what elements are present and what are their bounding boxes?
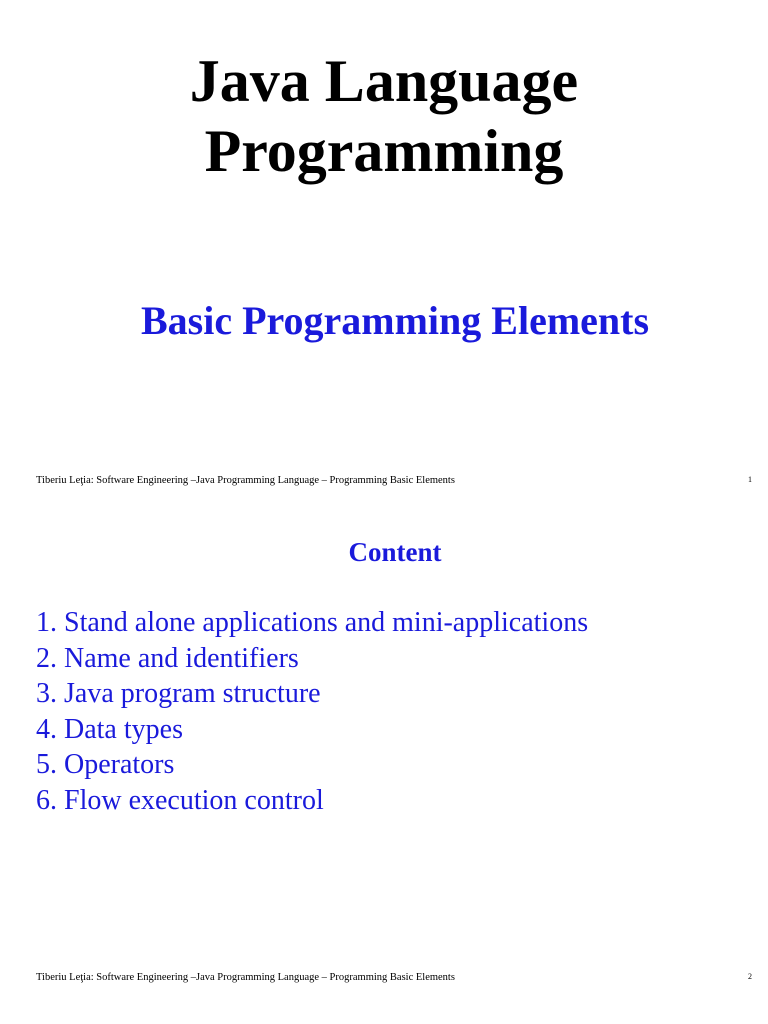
page-number: 1: [748, 475, 752, 484]
main-title-line-2: Programming: [204, 118, 564, 184]
content-heading: Content: [348, 537, 442, 567]
slide-2: [0, 500, 768, 1024]
main-title: [0, 46, 768, 186]
list-item: 6. Flow execution control: [36, 784, 324, 816]
page-number: 2: [748, 972, 752, 981]
main-title-line-1: Java Language: [189, 48, 579, 114]
slide-footer: Tiberiu Leţia: Software Engineering –Java Programming Language – Programming Basic Elements: [36, 475, 455, 486]
list-item: 5. Operators: [36, 749, 175, 780]
content-list: [36, 605, 588, 818]
list-item: 3. Java program structure: [36, 678, 321, 709]
slide-footer: Tiberiu Leţia: Software Engineering –Java Programming Language – Programming Basic Elements: [36, 972, 455, 983]
slide-subtitle: Basic Programming Elements: [140, 298, 650, 343]
list-item: 4. Data types: [36, 713, 183, 745]
list-item: 1. Stand alone applications and mini-applications: [36, 607, 589, 638]
slide-1: [0, 0, 768, 500]
list-item: 2. Name and identifiers: [36, 642, 299, 674]
